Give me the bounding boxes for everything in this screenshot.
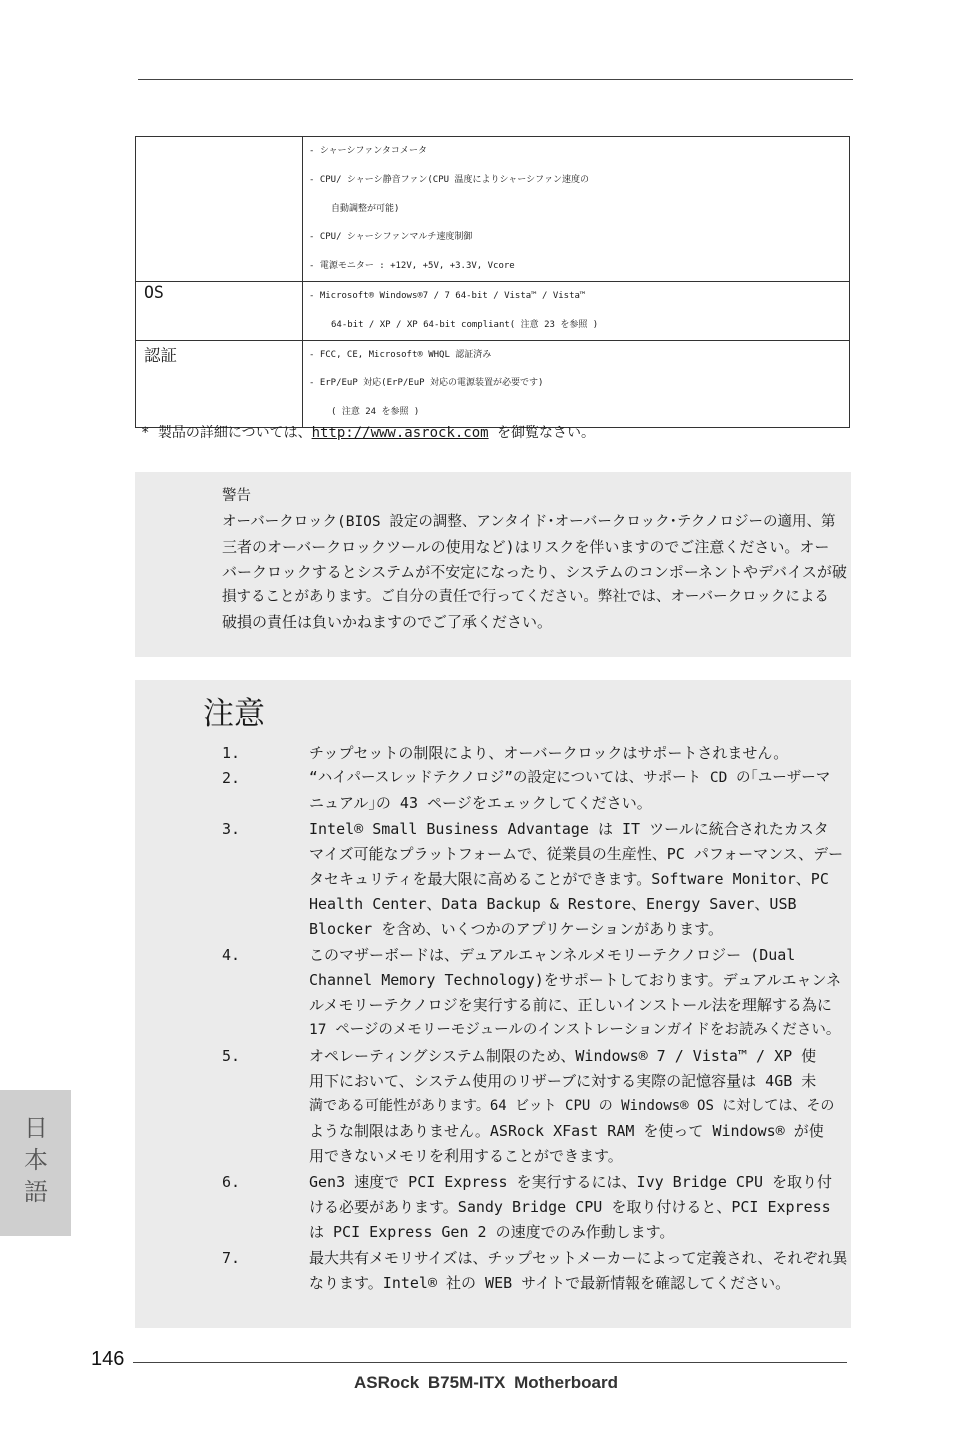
spec-value <box>303 137 850 282</box>
warning-line: バークロックするとシステムが不安定になったり、システムのコンポーネントやデバイスが破 <box>222 563 847 581</box>
product-name: ASRock B75M-ITX Motherboard <box>354 1373 618 1392</box>
spec-value <box>303 281 850 340</box>
top-rule <box>138 79 853 80</box>
warning-line: 三者のオーバークロックツールの使用など)はリスクを伴いますのでご注意ください。オー <box>222 538 830 556</box>
spec-line: - シャーシファンタコメータ <box>309 146 427 156</box>
note-line: Health Center、Data Backup & Restore、Energy Saver、USB <box>309 895 797 913</box>
note-number: 7. <box>222 1249 241 1267</box>
note-line: このマザーボードは、デュアルエャンネルメモリーテクノロジー (Dual <box>309 946 796 964</box>
warning-line: 破損の責任は負いかねますのでご了承ください。 <box>222 613 553 631</box>
note-line: 満である可能性があります。64 ビット CPU の Windows® OS に対しては、その <box>309 1098 835 1114</box>
note-line: ける必要があります。Sandy Bridge CPU を取り付けると、PCI Express <box>309 1198 831 1216</box>
note-line: なります。Intel® 社の WEB サイトで最新情報を確認してください。 <box>309 1274 791 1292</box>
notes-title: 注意 <box>203 696 265 732</box>
note-line: マイズ可能なプラットフォームで、従業員の生産性、PC パフォーマンス、デー <box>309 845 844 863</box>
note-line: Intel® Small Business Advantage は IT ツールに統合されたカスタ <box>309 820 829 838</box>
note-line: ニュアル｣の 43 ページをエェックしてください。 <box>309 794 652 812</box>
spec-line: - 電源モニター : +12V, +5V, +3.3V, Vcore <box>309 261 515 272</box>
spec-label: 認証 <box>136 340 303 427</box>
spec-line: - ErP/EuP 対応(ErP/EuP 対応の電源装置が必要です) <box>309 378 544 389</box>
footnote-suffix: を御覧なさい。 <box>488 425 596 441</box>
warning-line: 損することがあります。ご自分の責任で行ってください。弊社では、オーバークロックによる <box>222 589 829 605</box>
note-line: は PCI Express Gen 2 の速度でのみ作動します。 <box>309 1223 675 1241</box>
note-line: Gen3 速度で PCI Express を実行するには、Ivy Bridge CPU を取り付 <box>309 1173 833 1191</box>
note-line: タセキュリティを最大限に高めることができます。Software Monitor、PC <box>309 870 829 888</box>
footnote <box>141 422 595 444</box>
note-number: 3. <box>222 820 241 838</box>
note-number: 5. <box>222 1047 241 1065</box>
spec-line: - FCC, CE, Microsoft® WHQL 認証済み <box>309 349 492 360</box>
spec-line: 自動調整が可能) <box>331 203 400 214</box>
page-number: 146 <box>91 1348 125 1370</box>
note-line: ような制限はありません。ASRock XFast RAM を使って Windows® が使 <box>309 1122 824 1140</box>
note-number: 2. <box>222 769 241 787</box>
note-line: “ハイパースレッドテクノロジ”の設定については、サポート CD の｢ユーザーマ <box>309 770 831 786</box>
footnote-prefix: * 製品の詳細については、 <box>141 425 312 441</box>
note-number: 1. <box>222 744 241 762</box>
notes-panel <box>135 680 851 1328</box>
note-number: 4. <box>222 946 241 964</box>
spec-row-fan <box>136 137 850 282</box>
spec-label <box>136 137 303 282</box>
note-line: Blocker を含め、いくつかのアプリケーションがあります。 <box>309 920 723 938</box>
note-line: Channel Memory Technology)をサポートしております。デュアルエャンネ <box>309 971 842 989</box>
spec-label: OS <box>136 281 303 340</box>
warning-panel <box>135 472 851 657</box>
note-line: ルメモリーテクノロジを実行する前に、正しいインストール法を理解する為に <box>309 996 832 1014</box>
spec-line: - CPU/ シャーシファンマルチ速度制御 <box>309 232 473 243</box>
note-line: 最大共有メモリサイズは、チップセットメーカーによって定義され、それぞれ異 <box>309 1249 848 1267</box>
note-line: オペレーティングシステム制限のため、Windows® 7 / Vista™ / XP 使 <box>309 1047 817 1065</box>
spec-table <box>135 136 850 428</box>
spec-line: ( 注意 24 を参照 ) <box>331 407 420 418</box>
asrock-link[interactable]: http://www.asrock.com <box>311 425 489 441</box>
note-number: 6. <box>222 1173 241 1191</box>
spec-line: 64-bit / XP / XP 64-bit compliant( 注意 23 を参照 ) <box>331 319 599 330</box>
spec-value <box>303 340 850 427</box>
spec-row-certification <box>136 340 850 427</box>
spec-row-os <box>136 281 850 340</box>
note-line: 用できないメモリを利用することができます。 <box>309 1147 623 1165</box>
bottom-rule <box>133 1362 847 1363</box>
spec-line: - CPU/ シャーシ静音ファン(CPU 温度によりシャーシファン速度の <box>309 174 589 185</box>
warning-title: 警告 <box>222 488 251 504</box>
language-tab-label: 日本語 <box>24 1114 48 1206</box>
note-line: チップセットの制限により、オーバークロックはサポートされません。 <box>309 744 789 762</box>
language-tab <box>0 1090 71 1236</box>
spec-line: - Microsoft® Windows®7 / 7 64-bit / Vista™ / Vista™ <box>309 290 586 301</box>
warning-line: オーバークロック(BIOS 設定の調整、アンタイド･オーバークロック･テクノロジーの適用、第 <box>222 514 836 530</box>
note-line: 用下において、システム使用のリザーブに対する実際の記憶容量は 4GB 未 <box>309 1072 817 1090</box>
note-line: 17 ページのメモリーモジュールのインストレーションガイドをお読みください。 <box>309 1022 841 1038</box>
